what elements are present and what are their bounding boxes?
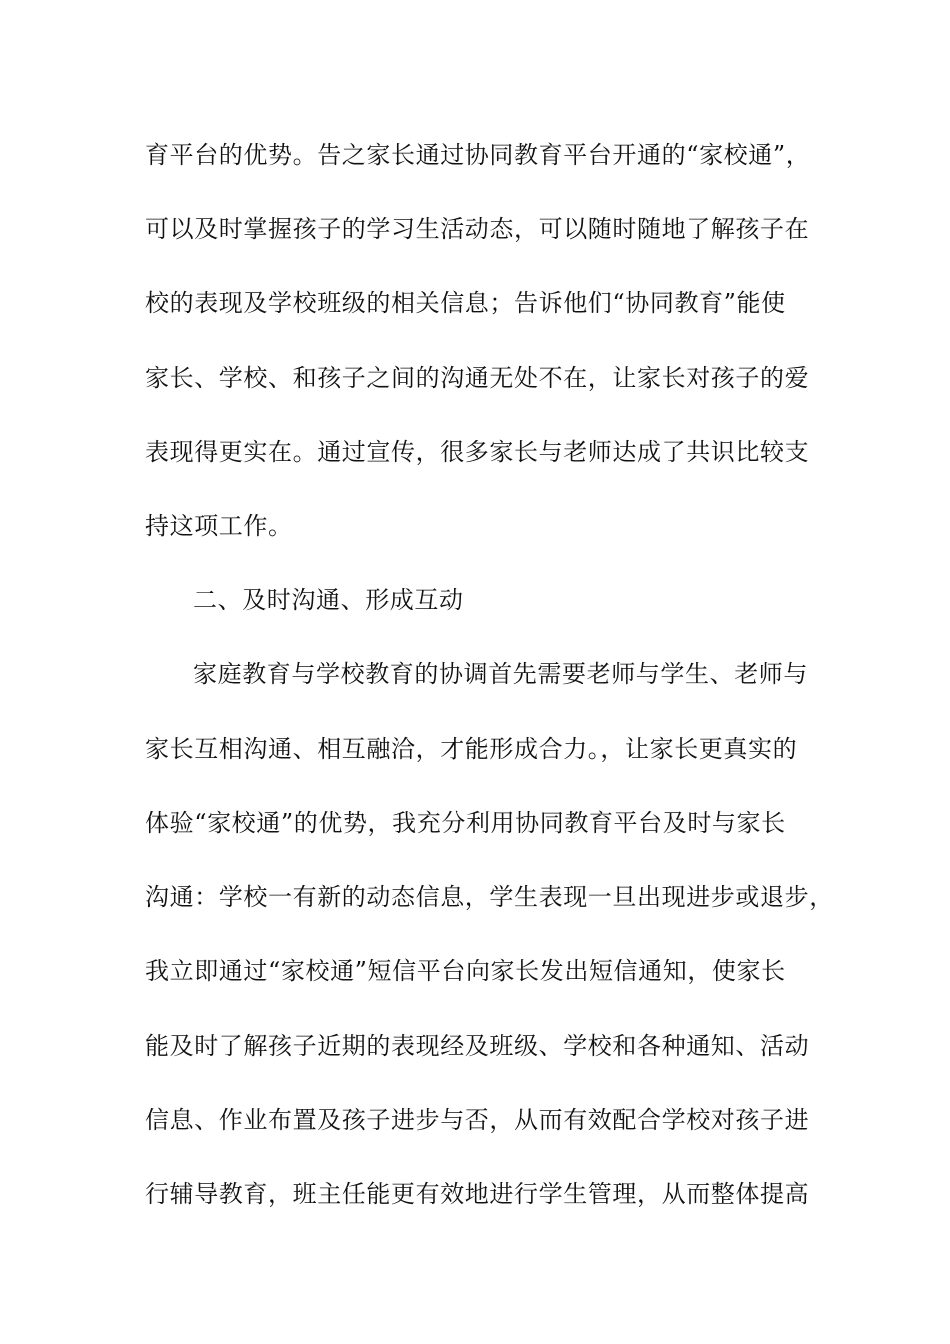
paragraph-line: 信息、作业布置及孩子进步与否，从而有效配合学校对孩子进 [145,1106,810,1134]
paragraph-line: 育平台的优势。告之家长通过协同教育平台开通的“家校通”， [145,141,811,169]
paragraph-line: 家庭教育与学校教育的协调首先需要老师与学生、老师与 [193,660,808,688]
paragraph-line: 可以及时掌握孩子的学习生活动态，可以随时随地了解孩子在 [145,215,810,243]
paragraph-line: 校的表现及学校班级的相关信息；告诉他们“协同教育”能使 [145,289,786,317]
paragraph-line: 家长互相沟通、相互融洽，才能形成合力。，让家长更真实的 [145,735,798,763]
paragraph-line: 我立即通过“家校通”短信平台向家长发出短信通知，使家长 [145,957,786,985]
paragraph-line: 表现得更实在。通过宣传，很多家长与老师达成了共识比较支 [145,438,810,466]
paragraph-line: 持这项工作。 [145,512,293,540]
paragraph-line: 沟通：学校一有新的动态信息，学生表现一旦出现进步或退步， [145,883,834,911]
paragraph-line: 行辅导教育，班主任能更有效地进行学生管理，从而整体提高 [145,1180,810,1208]
paragraph-line: 家长、学校、和孩子之间的沟通无处不在，让家长对孩子的爱 [145,364,810,392]
paragraph-line: 体验“家校通”的优势，我充分利用协同教育平台及时与家长 [145,809,786,837]
section-heading: 二、及时沟通、形成互动 [193,586,464,614]
paragraph-line: 能及时了解孩子近期的表现经及班级、学校和各种通知、活动 [145,1032,810,1060]
